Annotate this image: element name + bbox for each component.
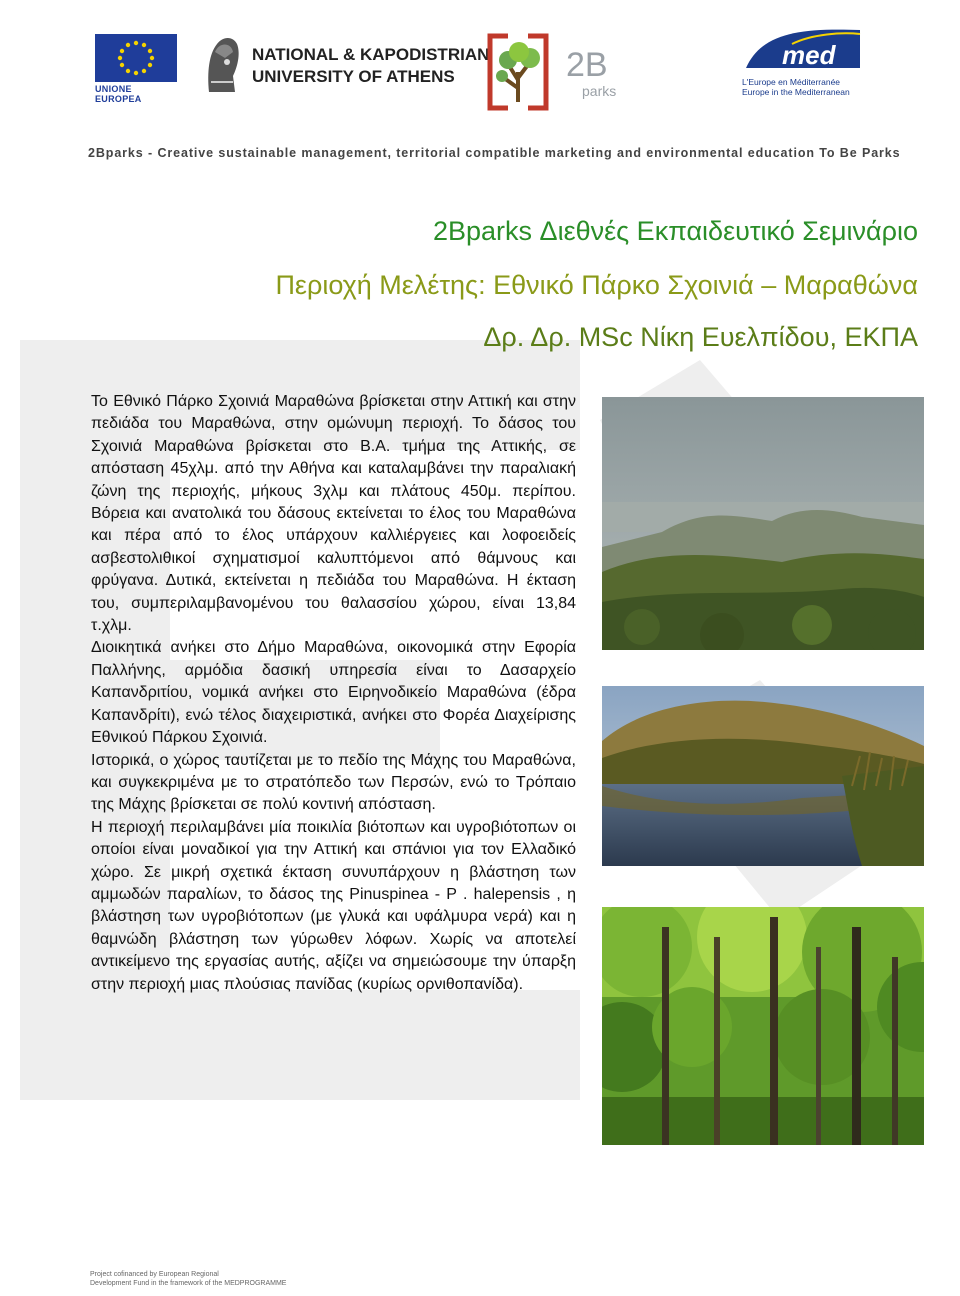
eu-flag-icon	[95, 34, 177, 82]
seminar-title: 2Bparks Διεθνές Εκπαιδευτικό Σεμινάριο	[433, 216, 918, 246]
med-caption	[742, 77, 864, 97]
university-line2: UNIVERSITY OF ATHENS	[252, 67, 455, 86]
med-programme-logo-icon	[742, 24, 864, 102]
footer-line2: Development Fund in the framework of the MEDPROGRAMME	[90, 1280, 287, 1287]
logo-2b-text: 2B	[566, 46, 608, 84]
2bparks-tree-logo-icon	[486, 28, 630, 118]
photo-hills-landscape	[602, 397, 924, 650]
logo-2b-sub: parks	[582, 83, 617, 99]
athena-emblem-icon	[203, 32, 243, 96]
paragraph-administration: Διοικητικά ανήκει στο Δήμο Μαραθώνα, οικονομικά στην Εφορία Παλλήνης, αρμόδια δασική υπηρεσία είναι το Δασαρχείο Καπανδριτίου, νομικά ανήκει στο Ειρηνοδικείο Μαραθώνα (έδρα Καπανδρίτι), ενώ τέλος διαχειριστικά, ανήκει στο Φορέα Διαχείρισης Εθνικού Πάρκου Σχοινιά.	[91, 639, 576, 747]
university-name	[252, 44, 489, 88]
photo-green-forest	[602, 907, 924, 1145]
paragraph-location: Το Εθνικό Πάρκο Σχοινιά Μαραθώνα βρίσκεται στην Αττική και στην πεδιάδα του Μαραθώνα, στην ομώνυμη περιοχή. Το δάσος του Σχοινιά Μαραθώνα βρίσκεται στο Β.Α. τμήμα της Αττικής, σε απόσταση 45χλμ. από την Αθήνα και καταλαμβάνει την παραλιακή ζώνη της περιοχής, μήκους 3χλμ και πλάτους 450μ. περίπου. Βόρεια και ανατολικά του δάσους εκτείνεται το έλος του Μαραθώνα και πέρα από το έλος υπάρχουν καλλιέργειες και λοφοειδείς ασβεστολιθικοί σχηματισμοί καλυπτόμενοι από θάμνους και φρύγανα. Δυτικά, εκτείνεται η πεδιάδα του Μαραθώνα. Η έκταση του, συμπεριλαμβανομένου του θαλασσίου χώρου, είναι 13,84 τ.χλμ.	[91, 393, 576, 635]
photo-lake-reflection	[602, 686, 924, 866]
med-caption-line1: L'Europe en Méditerranée	[742, 77, 841, 87]
med-logo-text: med	[782, 40, 836, 70]
footer-line1: Project cofinanced by European Regional	[90, 1271, 219, 1278]
university-line1: NATIONAL & KAPODISTRIAN	[252, 45, 490, 64]
paragraph-habitats: Η περιοχή περιλαμβάνει μία ποικιλία βιότοπων και υγροβιότοπων οι οποίοι είναι μοναδικοί για την Αττική και σπάνιοι για τον Ελλαδικό χώρο. Σε μικρή σχετικά έκταση συνυπάρχουν η βλάστηση των αμμωδών παραλίων, το δάσος της Pinuspinea - P . halepensis , η βλάστηση των υγροβιότοπων (με γλυκά και υφάλμυρα νερά) και η θαμνώδη βλάστηση των γύρωθεν λόφων. Χωρίς να αποτελεί αντικείμενο της εργασίας αυτής, αξίζει να σημειώσουμε την ύπαρξη στην περιοχή μιας πλούσιας πανίδας (κυρίως ορνιθοπανίδα).	[91, 818, 576, 993]
eu-caption: UNIONE EUROPEA	[95, 84, 142, 104]
project-tagline: 2Bparks - Creative sustainable management, territorial compatible marketing and environmental education To Be Parks	[88, 146, 901, 160]
article-body	[91, 391, 576, 996]
paragraph-history: Ιστορικά, ο χώρος ταυτίζεται με το πεδίο της Μάχης του Μαραθώνα, και συγκεκριμένα με το στρατόπεδο των Περσών, ενώ το Τρόπαιο της Μάχης βρίσκεται σε πολύ κοντινή απόσταση.	[91, 751, 576, 814]
study-area-title: Περιοχή Μελέτης: Εθνικό Πάρκο Σχοινιά – Μαραθώνα	[275, 270, 918, 300]
eu-logo	[95, 34, 177, 104]
author-line: Δρ. Δρ. MSc Νίκη Ευελπίδου, ΕΚΠΑ	[483, 322, 918, 352]
med-caption-line2: Europe in the Mediterranean	[742, 87, 850, 97]
footer-cofinance-note	[90, 1270, 286, 1288]
